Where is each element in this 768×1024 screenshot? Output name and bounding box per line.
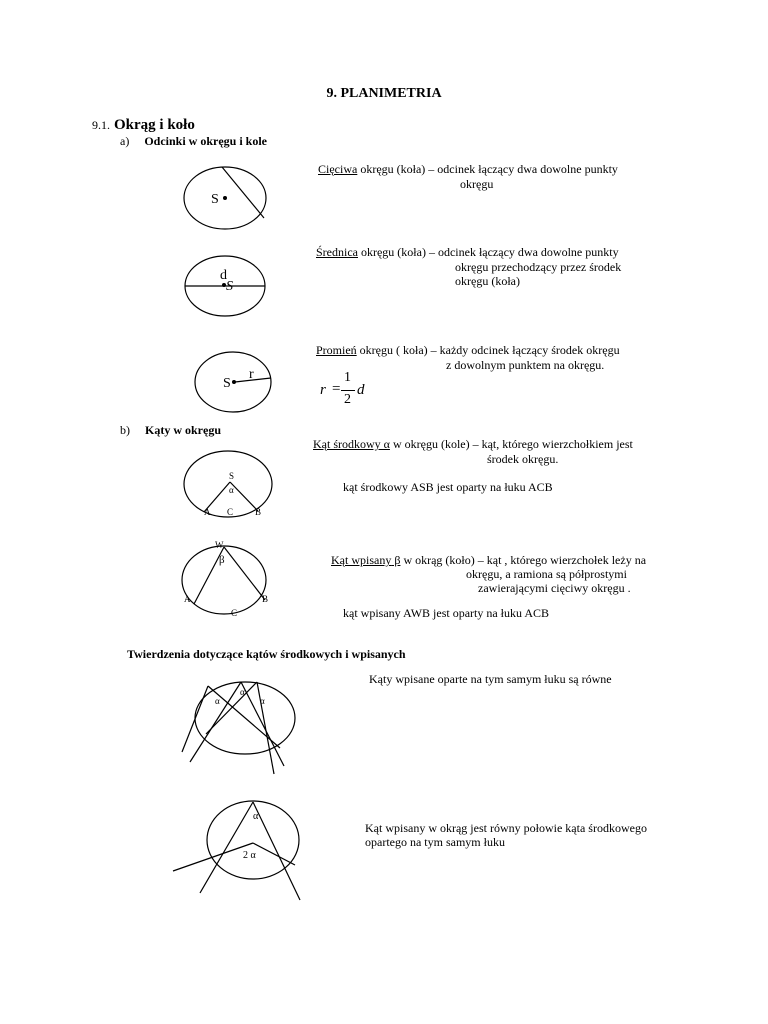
radius-def-line2: z dowolnym punktem na okręgu. xyxy=(446,358,605,372)
chord-term: Cięciwa xyxy=(318,162,358,176)
central-alpha-label: α xyxy=(229,485,234,495)
section-number: 9.1. xyxy=(92,118,110,132)
radius-s-label: S xyxy=(223,376,231,391)
central-s-label: S xyxy=(229,471,235,481)
chord-figure xyxy=(180,165,270,235)
subsection-b-marker: b) xyxy=(120,423,130,437)
inscribed-def-text: w okrąg (koło) – kąt , którego wierzchołek leży na xyxy=(400,553,647,567)
central-c-label: C xyxy=(227,507,234,517)
inscribed-def-line3: zawierającymi cięciwy okręgu . xyxy=(478,581,631,595)
section-title: Okrąg i koło xyxy=(114,117,195,133)
central-note: kąt środkowy ASB jest oparty na łuku ACB xyxy=(343,480,553,494)
radius-formula-den: 2 xyxy=(344,392,351,407)
central-angle-figure xyxy=(180,448,275,523)
radius-formula-num: 1 xyxy=(344,370,351,385)
page-title: 9. PLANIMETRIA xyxy=(326,86,442,101)
inscribed-a-label: A xyxy=(184,594,191,604)
central-def-text: w okręgu (kole) – kąt, którego wierzchołkiem jest xyxy=(389,437,633,451)
theorem2-figure xyxy=(170,795,310,905)
theorem1-text: Kąty wpisane oparte na tym samym łuku są równe xyxy=(369,672,612,686)
radius-formula-lhs: r xyxy=(320,382,326,398)
subsection-a-title: Odcinki w okręgu i kole xyxy=(144,134,268,148)
section-heading xyxy=(92,116,195,134)
subsection-b xyxy=(120,423,221,438)
theorem2-line1: Kąt wpisany w okrąg jest równy połowie kąta środkowego xyxy=(365,821,647,835)
chord-def-text: okręgu (koła) – odcinek łączący dwa dowolne punkty xyxy=(357,162,618,176)
t1-alpha-3: α xyxy=(260,696,265,706)
radius-term: Promień xyxy=(316,343,357,357)
subsection-a xyxy=(120,134,267,149)
subsection-a-marker: a) xyxy=(120,134,130,148)
t2-central-arm1 xyxy=(173,843,253,871)
inscribed-term-text: Kąt wpisany xyxy=(331,553,392,567)
central-b-label: B xyxy=(255,507,262,517)
inscribed-c-label: C xyxy=(231,608,238,618)
diameter-def-line1 xyxy=(316,245,619,260)
theorems-heading: Twierdzenia dotyczące kątów środkowych i wpisanych xyxy=(127,647,406,661)
inscribed-beta-label: β xyxy=(219,554,225,566)
chord-def-line2: okręgu xyxy=(460,177,494,191)
theorem2-line2: opartego na tym samym łuku xyxy=(365,835,505,849)
diameter-s-label: S xyxy=(226,279,233,294)
diameter-figure xyxy=(180,255,270,325)
diameter-def-line3: okręgu (koła) xyxy=(455,274,520,288)
inscribed-arm-b xyxy=(224,547,265,600)
diameter-def-text: okręgu (koła) – odcinek łączący dwa dowolne punkty xyxy=(357,245,619,259)
inscribed-def-line1 xyxy=(331,553,646,568)
central-def-line2: środek okręgu. xyxy=(487,452,559,466)
central-a-label: A xyxy=(204,507,211,517)
inscribed-def-line2: okręgu, a ramiona są półprostymi xyxy=(466,567,627,581)
chord-center-dot xyxy=(223,196,227,200)
radius-r-label: r xyxy=(249,367,254,382)
t1-alpha-1: α xyxy=(215,696,220,706)
chord-line xyxy=(222,167,264,218)
radius-def-line1 xyxy=(316,343,620,358)
t1-alpha-2: α xyxy=(240,687,245,697)
chord-center-label: S xyxy=(211,192,219,207)
central-term: Kąt środkowy α xyxy=(313,437,390,451)
central-arm-b xyxy=(230,482,258,511)
chord-def-line1 xyxy=(318,162,618,177)
diameter-d-label: d xyxy=(220,268,227,283)
inscribed-term xyxy=(331,553,400,567)
central-def-line1 xyxy=(313,437,633,452)
radius-figure xyxy=(195,348,275,418)
t2-inscribed-arm2 xyxy=(253,802,300,900)
inscribed-b-label: B xyxy=(262,594,269,604)
diameter-def-line2: okręgu przechodzący przez środek xyxy=(455,260,622,274)
inscribed-term-beta: β xyxy=(391,553,401,567)
inscribed-w-label: W xyxy=(215,540,224,550)
diameter-term: Średnica xyxy=(316,245,358,259)
t2-2alpha-label: 2 α xyxy=(243,850,256,861)
radius-formula-bar xyxy=(341,390,355,391)
radius-center-dot xyxy=(232,380,236,384)
radius-formula-eq: = xyxy=(332,381,341,397)
t1-arm3 xyxy=(190,682,241,762)
t1-arm1 xyxy=(182,686,208,752)
inscribed-angle-figure xyxy=(180,540,280,620)
radius-def-text: okręgu ( koła) – każdy odcinek łączący środek okręgu xyxy=(356,343,620,357)
inscribed-note: kąt wpisany AWB jest oparty na łuku ACB xyxy=(343,606,550,620)
theorem1-figure xyxy=(178,670,298,780)
subsection-b-title: Kąty w okręgu xyxy=(145,423,221,437)
t2-alpha-label: α xyxy=(253,811,259,822)
radius-formula-var: d xyxy=(357,382,365,398)
